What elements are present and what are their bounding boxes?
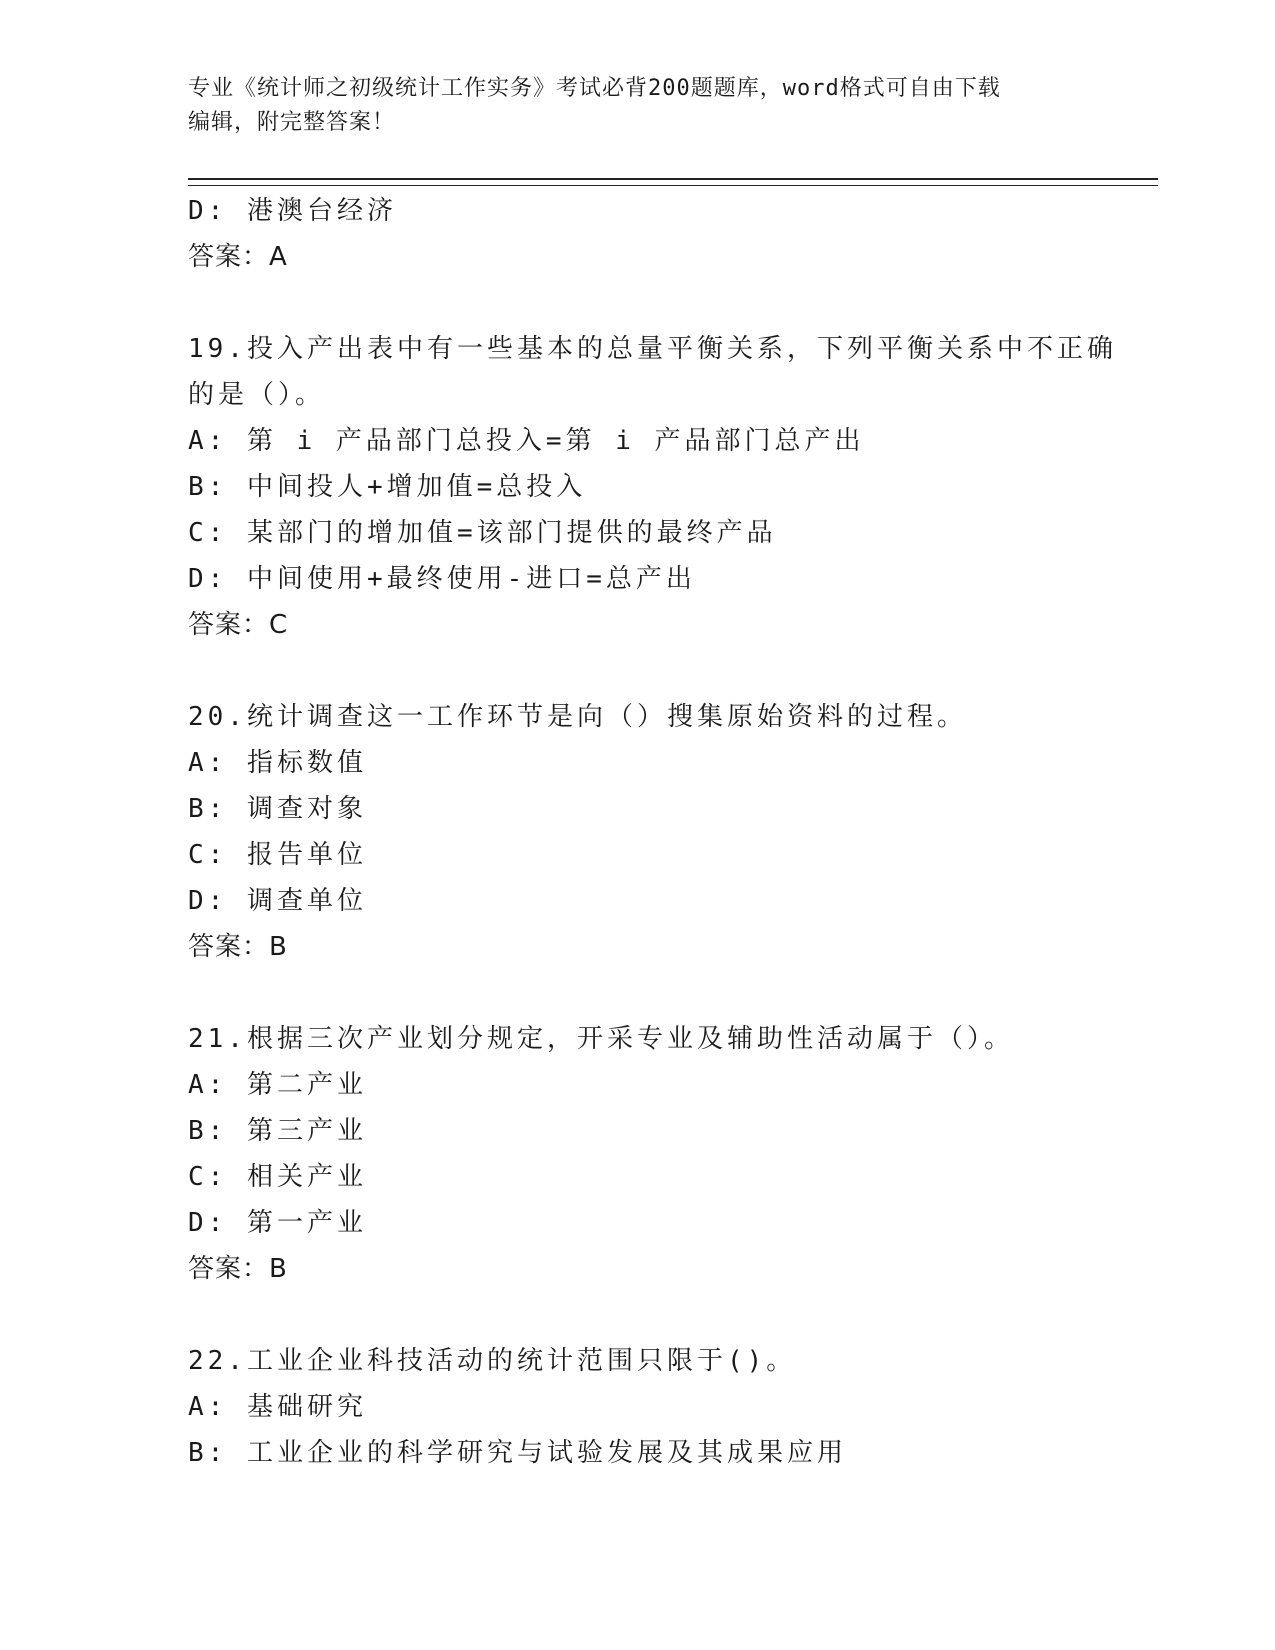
q21-option-c: C: 相关产业: [188, 1162, 367, 1192]
header-title-line-1: 专业《统计师之初级统计工作实务》考试必背200题题库，word格式可自由下载: [188, 76, 1001, 101]
q20-stem: 20.统计调查这一工作环节是向（）搜集原始资料的过程。: [188, 702, 967, 732]
q22-option-a: A: 基础研究: [188, 1392, 367, 1422]
q19-option-a: A: 第 i 产品部门总投入=第 i 产品部门总产出: [188, 426, 865, 456]
q18-option-d: D: 港澳台经济: [188, 196, 397, 226]
q19-stem-line-1: 19.投入产出表中有一些基本的总量平衡关系，下列平衡关系中不正确: [188, 334, 1117, 364]
q19-option-d: D: 中间使用+最终使用-进口=总产出: [188, 564, 696, 594]
q22-option-b: B: 工业企业的科学研究与试验发展及其成果应用: [188, 1438, 847, 1468]
q21-option-a: A: 第二产业: [188, 1070, 367, 1100]
question-content: [188, 188, 1117, 1476]
q22-stem: 22.工业企业科技活动的统计范围只限于()。: [188, 1346, 797, 1376]
q21-answer: 答案：B: [188, 1254, 288, 1284]
q20-option-c: C: 报告单位: [188, 840, 367, 870]
q21-stem: 21.根据三次产业划分规定，开采专业及辅助性活动属于（）。: [188, 1024, 1014, 1054]
header-title-line-2: 编辑，附完整答案！: [188, 110, 396, 135]
q18-answer: 答案：A: [188, 242, 288, 272]
spacer: [188, 1292, 1088, 1338]
document-header: [188, 72, 1068, 140]
spacer: [188, 280, 1088, 326]
spacer: [188, 970, 1088, 1016]
q20-answer: 答案：B: [188, 932, 288, 962]
q19-stem-line-2: 的是（）。: [188, 380, 326, 410]
spacer: [188, 648, 1088, 694]
q21-option-d: D: 第一产业: [188, 1208, 367, 1238]
header-divider: [188, 178, 1158, 186]
q19-answer: 答案：C: [188, 610, 289, 640]
q20-option-d: D: 调查单位: [188, 886, 367, 916]
q19-option-b: B: 中间投人+增加值=总投入: [188, 472, 587, 502]
q21-option-b: B: 第三产业: [188, 1116, 367, 1146]
q20-option-b: B: 调查对象: [188, 794, 367, 824]
q20-option-a: A: 指标数值: [188, 748, 367, 778]
q19-option-c: C: 某部门的增加值=该部门提供的最终产品: [188, 518, 777, 548]
